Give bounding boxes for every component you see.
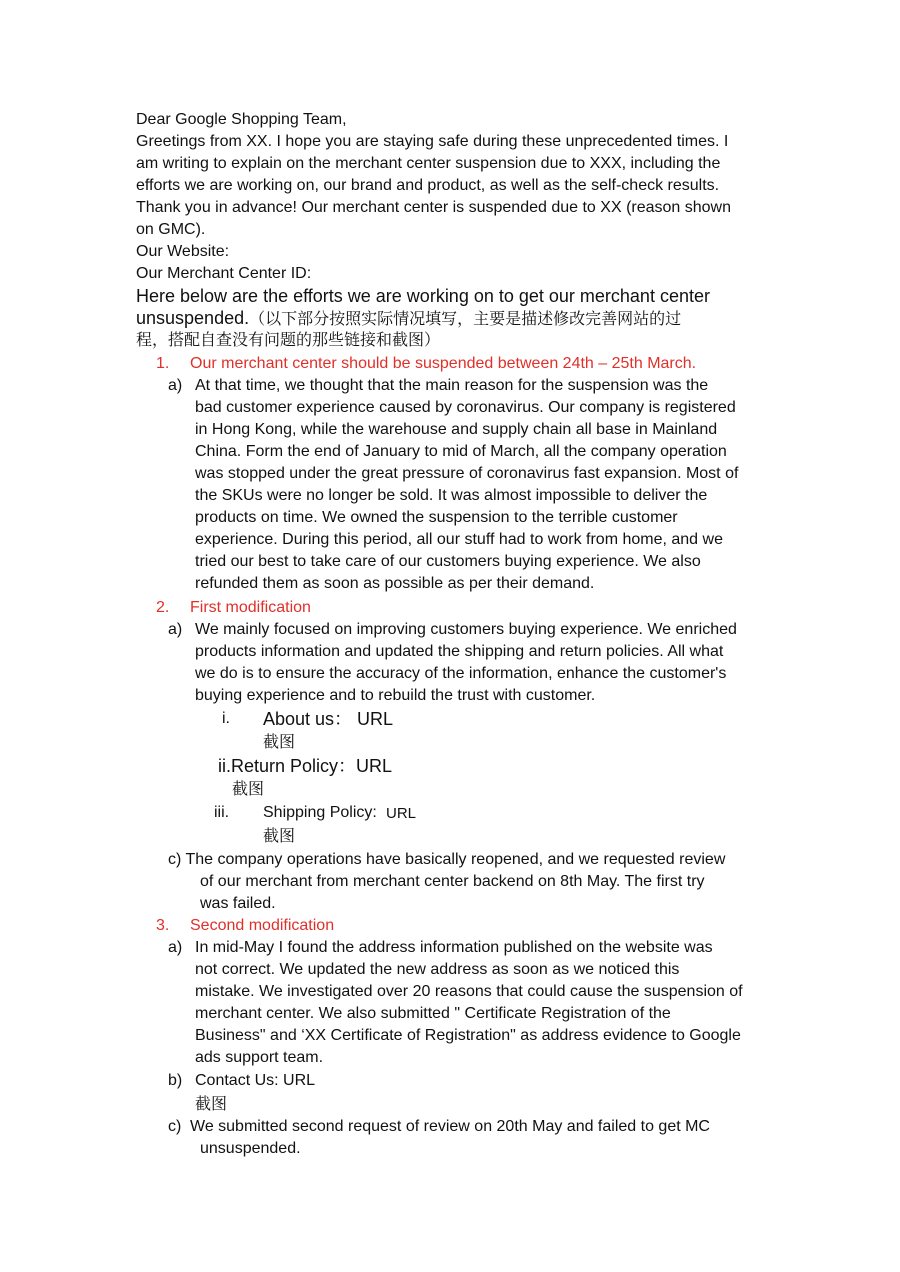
efforts-note-cn: （以下部分按照实际情况填写，主要是描述修改完善网站的过 <box>249 309 682 328</box>
intro-line: Greetings from XX. I hope you are staying safe during these unprecedented times. I <box>136 133 729 150</box>
section-number: 3. <box>156 917 170 934</box>
paragraph-line: products on time. We owned the suspension to the terrible customer <box>195 509 678 526</box>
paragraph-line: refunded them as soon as possible as per their demand. <box>195 575 595 592</box>
section-number: 1. <box>156 355 170 372</box>
efforts-note-cn-line2: 程，搭配自查没有问题的那些链接和截图） <box>136 330 441 349</box>
paragraph-line: buying experience and to rebuild the trust with customer. <box>195 687 596 704</box>
efforts-intro-line2 <box>136 307 681 331</box>
paragraph-line: We submitted second request of review on 20th May and failed to get MC <box>190 1118 710 1135</box>
contact-us-link-line: Contact Us: URL <box>195 1072 316 1089</box>
sublist-marker: i. <box>222 710 230 727</box>
about-us-link-line: About us： URL <box>263 709 394 729</box>
paragraph-line: was failed. <box>200 895 276 912</box>
paragraph-line: ads support team. <box>195 1049 324 1066</box>
list-marker: b) <box>168 1072 183 1089</box>
paragraph-line: not correct. We updated the new address as soon as we noticed this <box>195 961 680 978</box>
website-label: Our Website: <box>136 243 230 260</box>
paragraph-line: we do is to ensure the accuracy of the information, enhance the customer's <box>195 665 727 682</box>
paragraph-line: We mainly focused on improving customers buying experience. We enriched <box>195 621 737 638</box>
shipping-policy-url: URL <box>386 805 417 822</box>
return-policy-link-line: ii.Return Policy：URL <box>218 756 393 776</box>
paragraph-line: China. Form the end of January to mid of March, all the company operation <box>195 443 727 460</box>
intro-line: am writing to explain on the merchant center suspension due to XXX, including the <box>136 155 721 172</box>
section-number: 2. <box>156 599 170 616</box>
paragraph-line: of our merchant from merchant center backend on 8th May. The first try <box>200 873 705 890</box>
paragraph-line: experience. During this period, all our stuff had to work from home, and we <box>195 531 723 548</box>
list-marker: a) <box>168 939 183 956</box>
screenshot-placeholder: 截图 <box>232 779 265 798</box>
paragraph-line: was stopped under the great pressure of coronavirus fast expansion. Most of <box>195 465 739 482</box>
list-marker: a) <box>168 377 183 394</box>
paragraph-line: Business" and ‘XX Certificate of Registration" as address evidence to Google <box>195 1027 741 1044</box>
paragraph-line: bad customer experience caused by coronavirus. Our company is registered <box>195 399 736 416</box>
efforts-intro-en: unsuspended. <box>136 308 250 328</box>
paragraph-line: mistake. We investigated over 20 reasons that could cause the suspension of <box>195 983 743 1000</box>
paragraph-line: In mid-May I found the address information published on the website was <box>195 939 713 956</box>
paragraph-line: c) The company operations have basically reopened, and we requested review <box>168 851 726 868</box>
sublist-marker: iii. <box>214 804 230 821</box>
list-marker: a) <box>168 621 183 638</box>
greeting: Dear Google Shopping Team, <box>136 111 347 128</box>
paragraph-line: unsuspended. <box>200 1140 301 1157</box>
list-marker: c) <box>168 1118 182 1135</box>
screenshot-placeholder: 截图 <box>263 732 296 751</box>
screenshot-placeholder: 截图 <box>195 1094 228 1113</box>
paragraph-line: merchant center. We also submitted " Certificate Registration of the <box>195 1005 671 1022</box>
efforts-intro: Here below are the efforts we are working on to get our merchant center <box>136 286 710 306</box>
merchant-id-label: Our Merchant Center ID: <box>136 265 312 282</box>
section-heading: First modification <box>190 599 311 616</box>
paragraph-line: products information and updated the shipping and return policies. All what <box>195 643 724 660</box>
intro-line: efforts we are working on, our brand and product, as well as the self-check results. <box>136 177 720 194</box>
paragraph-line: the SKUs were no longer be sold. It was almost impossible to deliver the <box>195 487 708 504</box>
section-heading: Second modification <box>190 917 335 934</box>
paragraph-line: in Hong Kong, while the warehouse and supply chain all base in Mainland <box>195 421 718 438</box>
paragraph-line: tried our best to take care of our customers buying experience. We also <box>195 553 701 570</box>
intro-line: on GMC). <box>136 221 206 238</box>
section-heading: Our merchant center should be suspended between 24th – 25th March. <box>190 355 697 372</box>
shipping-policy-label: Shipping Policy: <box>263 804 377 821</box>
paragraph-line: At that time, we thought that the main reason for the suspension was the <box>195 377 709 394</box>
screenshot-placeholder: 截图 <box>263 826 296 845</box>
intro-line: Thank you in advance! Our merchant center is suspended due to XX (reason shown <box>136 199 732 216</box>
